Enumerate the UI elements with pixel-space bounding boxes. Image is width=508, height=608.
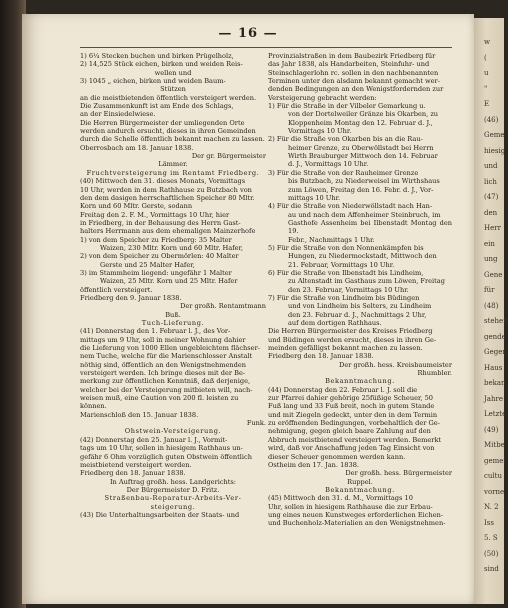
adjacent-page-fragment: gemei [484, 456, 506, 465]
text-line: Friedberg den 18. Januar 1838. [80, 469, 186, 478]
text-line: 3) 1045 „ eichen, birken und weiden Baum- [80, 77, 226, 86]
text-line: Der großh. Rentamtmann [180, 302, 266, 311]
text-line: Marienschloß den 15. Januar 1838. [80, 410, 199, 419]
text-line: und Büdingen werden ersucht, dieses in ihren Ge- [268, 335, 437, 344]
adjacent-page-fragment: für [484, 286, 495, 294]
adjacent-page-fragment: ein [484, 239, 495, 248]
text-line: Fuß lang und 33 Fuß breit, noch in gutem Stande [268, 402, 435, 411]
adjacent-page-fragment: stehen [484, 317, 508, 325]
text-line: 1) Für die Straße in der Vilbeler Gemarkung u. [268, 102, 426, 111]
adjacent-page-edge [474, 18, 508, 604]
page-number: — 16 — [218, 26, 278, 41]
text-line: weisen muß, eine Caution von 200 fl. leisten zu [80, 394, 239, 403]
text-line: 7) Für die Straße von Lindheim bis Büdingen [268, 293, 420, 302]
section-heading: Ohstwein-Versteigerung. [124, 427, 222, 436]
text-line: Ostheim den 17. Jan. 1838. [268, 460, 359, 469]
adjacent-page-fragment: (49) [484, 425, 499, 434]
text-line: Korn und 60 Mltr. Gerste, sodann [80, 202, 193, 211]
text-line: versteigert werden. Ich bringe dieses mit der Be- [80, 369, 246, 378]
section-heading: Bekanntmachung. [325, 377, 395, 386]
adjacent-page-fragment: Iss [484, 518, 494, 527]
text-line: und mit Ziegeln gedeckt, unter den in dem Termin [268, 410, 438, 419]
text-line: 5) Für die Straße von den Nonnenkämpfen bis [268, 243, 424, 252]
adjacent-page-fragment: ( [484, 53, 487, 62]
text-line: Der Bürgermeister D. Fritz. [126, 485, 220, 494]
text-line: halters Herrmann aus dem ehemaligen Mainzerhofe [80, 227, 256, 236]
text-line: öffentlich versteigert. [80, 285, 153, 294]
section-heading: steigerung. [150, 502, 196, 511]
left-column [80, 52, 266, 519]
text-line: Der großh. hess. Bürgermeister [345, 469, 452, 478]
adjacent-page-fragment: ung [484, 255, 498, 263]
text-line: den dem dasigen herrschaftlichen Speicher 80 Mltr. [80, 193, 255, 202]
text-line: und von Lindheim bis Selters, zu Lindheim [288, 302, 432, 311]
text-line: Uhr, sollen in hiesigem Rathhause die zur Erbau- [268, 502, 433, 511]
text-line: nehmigung, gegen gleich baare Zahlung auf den [268, 427, 431, 436]
text-line: 6) Für die Straße von Ilbenstadt bis Lindheim, [268, 268, 424, 277]
text-line: (44) Donnerstag den 22. Februar l. J. soll die [268, 385, 418, 394]
adjacent-page-fragment: hiesig [484, 146, 506, 155]
adjacent-page-fragment: Jahre [484, 394, 503, 403]
adjacent-page-fragment: (48) [484, 301, 499, 310]
text-line: den 23. Februar, Vormittags 10 Uhr. [288, 285, 409, 294]
text-line: 10 Uhr, werden in dem Rathhause zu Butzbach von [80, 185, 252, 194]
right-column [268, 52, 452, 528]
text-line: 4) Für die Straße von Niederwöllstadt nach Han- [268, 202, 433, 211]
text-line: Rhumbler. [417, 369, 452, 378]
text-line: Friedberg den 9. Januar 1838. [80, 293, 182, 302]
text-line: (43) Die Unterhaltungsarbeiten der Staats- und [80, 510, 240, 519]
text-line: Freitag den 2. F. M., Vormittags 10 Uhr, hier [80, 210, 230, 219]
text-line: meinden gefälligst bekannt machen zu lassen. [268, 344, 423, 353]
text-line: au und nach dem Affenheimer Steinbruch, im [288, 210, 441, 219]
text-line: Oberrosbach am 18. Januar 1838. [80, 143, 194, 152]
text-line: meistbietend versteigert werden. [80, 460, 192, 469]
text-line: werden andurch ersucht, dieses in ihren Gemeinden [80, 127, 256, 136]
text-line: durch die Schelle öffentlich bekannt machen zu lassen. [80, 135, 265, 144]
text-line: 21. Februar, Vormittags 10 Uhr. [288, 260, 395, 269]
text-line: Vormittags 10 Uhr. [288, 127, 352, 136]
adjacent-page-fragment: sind [484, 565, 499, 573]
text-line: Gerste und 25 Malter Hafer, [100, 260, 195, 269]
adjacent-page-fragment: lich [484, 177, 497, 186]
adjacent-page-fragment: (50) [484, 549, 499, 558]
text-line: Hungen, zu Niedermockstadt, Mittwoch den [288, 252, 437, 261]
text-line: Die Zusammenkunft ist am Ende des Schlags, [80, 102, 234, 111]
text-line: die Lieferung von 1000 Ellen ungebleichtem flächser- [80, 344, 260, 353]
text-line: ung eines neuen Kunstweges erforderlichen Eichen- [268, 510, 444, 519]
text-line: nöthig sind, öffentlich an den Wenigstnehmenden [80, 360, 247, 369]
section-heading: Straßenbau-Reparatur-Arbeits-Ver- [104, 494, 242, 503]
text-line: Friedberg den 18. Januar 1838. [268, 352, 374, 361]
text-line: in Friedberg, in der Behausung des Herrn Gast- [80, 218, 241, 227]
adjacent-page-fragment: u [484, 69, 489, 77]
adjacent-page-fragment: Gemei [484, 131, 507, 139]
text-line: an die meistbietenden öffentlich versteigert werden. [80, 93, 257, 102]
section-heading: Fruchtversteigerung im Rentamt Friedberg. [86, 168, 260, 177]
text-line: Lämmer. [158, 160, 188, 169]
adjacent-page-fragment: cultu [484, 472, 502, 480]
text-line: d. J., Vormittags 10 Uhr. [288, 160, 369, 169]
text-line: von der Dortelweiler Gränze bis Okarben, zu [288, 110, 439, 119]
text-line: wird, daß vor Anschaffung jeden Tag Einsicht von [268, 444, 435, 453]
adjacent-page-fragment: Letzte [484, 410, 507, 418]
text-line: 1) von dem Speicher zu Friedberg: 35 Malter [80, 235, 232, 244]
text-line: (41) Donnerstag den 1. Februar l. J., des Vor- [80, 327, 231, 336]
section-heading: Tuch-Lieferung. [141, 319, 205, 327]
text-line: zur Pfarrei dahier gehörige 25füßige Scheuer, 50 [268, 394, 433, 403]
section-heading: Bekanntmachung. [325, 485, 395, 494]
text-line: tags um 10 Uhr, sollen in hiesigem Rathhaus un- [80, 444, 243, 453]
text-line: das Jahr 1838, als Handarbeiten, Steinfuhr- und [268, 60, 430, 69]
text-line: Kloppenheim Montag den 12. Februar d. J., [288, 118, 433, 127]
adjacent-page-fragment: gende [484, 332, 506, 341]
adjacent-page-fragment: bekan [484, 379, 506, 387]
text-line: 3) Für die Straße von der Rauheimer Grenze [268, 168, 419, 177]
text-line: Steinschlagerlohn rc. sollen in den nachbenannten [268, 68, 439, 77]
text-line: Die Herren Bürgermeister der umliegenden Orte [80, 118, 245, 127]
text-line: wellen und [154, 68, 192, 77]
text-line: Der gr. Bürgermeister [191, 152, 266, 161]
text-line: Der großh. hess. Kreisbaumeister [339, 360, 452, 369]
text-line: Terminen unter den alsdann bekannt gemacht wer- [268, 77, 440, 86]
text-line: 1) 6¼ Stecken buchen und birken Prügelholz, [80, 52, 234, 60]
adjacent-page-fragment: Haus [484, 363, 503, 372]
text-line: zu Altenstadt im Gasthaus zum Löwen, Freitag [288, 277, 445, 286]
text-line: Waizen, 230 Mltr. Korn und 60 Mltr. Hafer, [100, 243, 244, 252]
text-line: 2) von dem Speicher zu Obermörlen: 40 Malter [80, 252, 239, 261]
text-line: mittags um 9 Uhr, soll in meiner Wohnung dahier [80, 335, 246, 344]
text-line: bis Butzbach, zu Niederweisel im Wirthshaus [288, 177, 440, 186]
adjacent-page-fragment: (46) [484, 115, 499, 124]
text-line: Stützen [160, 85, 186, 94]
adjacent-page-fragment: Gegen [484, 348, 507, 356]
adjacent-page-fragment: Herr [484, 224, 501, 232]
adjacent-page-fragment: N. 2 [484, 503, 499, 511]
text-line: Buß. [165, 310, 181, 319]
header-rule [80, 47, 452, 48]
text-line: Funk. [246, 419, 266, 428]
adjacent-page-fragment: w [484, 38, 490, 46]
text-line: 2) 14,525 Stück eichen, birken und weiden Reis- [80, 60, 243, 69]
adjacent-page-fragment: und [484, 162, 498, 170]
adjacent-page-fragment: " [484, 84, 488, 93]
text-line: welcher bei der Versteigerung mitbieten will, nach- [80, 385, 253, 394]
text-line: Gasthofe Assenheim bei Ilbenstadt Montag den 19. [288, 218, 452, 236]
text-line: (45) Mittwoch den 31. d. M., Vormittags 10 [268, 494, 413, 503]
text-line: mittags 10 Uhr. [288, 193, 341, 202]
text-line: 2) Für die Straße von Okarben bis an die Rau- [268, 135, 423, 144]
text-line: und Buchenholz-Materialien an den Wenigstnehmen- [268, 519, 446, 528]
text-line: Ruppel. [347, 477, 373, 486]
adjacent-page-fragment: vorne [484, 487, 505, 496]
adjacent-page-fragment: (47) [484, 193, 499, 201]
text-line: Abbruch meistbietend versteigert werden. Bemerkt [268, 435, 442, 444]
text-line: Wirth Brauburger Mittwoch den 14. Februar [288, 152, 438, 161]
newspaper-page [22, 14, 474, 604]
text-line: merkung zur öffentlichen Kenntniß, daß derjenige, [80, 377, 251, 386]
text-line: zum Löwen, Freitag den 16. Febr. d. J., Vor- [288, 185, 434, 194]
text-line: können. [80, 402, 107, 411]
text-line: zu eröffnenden Bedingungen, vorbehaltlich der Ge- [268, 419, 440, 428]
text-line: nem Tuche, welche für die Marienschlosser Anstalt [80, 352, 253, 361]
adjacent-page-fragment: 5. S [484, 534, 498, 542]
text-line: Versteigerung gebracht werden: [268, 93, 377, 102]
text-line: heimer Grenze, zu Oberwöllstadt bei Herrn [288, 143, 434, 152]
text-line: Die Herren Bürgermeister des Kreises Friedberg [268, 327, 433, 336]
text-line: (42) Donnerstag den 25. Januar l. J., Vormit- [80, 435, 228, 444]
adjacent-page-fragment: den [484, 208, 498, 217]
text-line: Waizen, 25 Mltr. Korn und 25 Mltr. Hafer [100, 277, 238, 286]
adjacent-page-fragment: Mitbe [484, 441, 505, 449]
adjacent-page-fragment: E [484, 100, 490, 108]
text-line: gefähr 6 Ohm vorzüglich guten Obstwein öffentlich [80, 452, 252, 461]
text-line: Provinzialstraßen in dem Baubezirk Friedberg für [268, 52, 436, 60]
adjacent-page-fragment: Gene [484, 270, 503, 279]
text-line: an der Einsiedelwiese. [80, 110, 156, 119]
text-line: In Auftrag großh. hess. Landgerichts: [109, 477, 237, 486]
text-line: den 23. Februar d. J., Nachmittags 2 Uhr, [288, 310, 427, 319]
text-line: (40) Mittwoch den 31. dieses Monats, Vormittags [80, 177, 246, 186]
text-line: denden Bedingungen an den Wenigstfordernden zur [268, 85, 444, 94]
text-line: dieser Scheuer genommen werden kann. [268, 452, 406, 461]
text-line: Febr., Nachmittags 1 Uhr. [288, 235, 375, 244]
text-line: auf dem dortigen Rathhaus. [288, 319, 382, 327]
text-line: 3) im Stammheim liegend: ungefähr 1 Malter [80, 268, 232, 277]
